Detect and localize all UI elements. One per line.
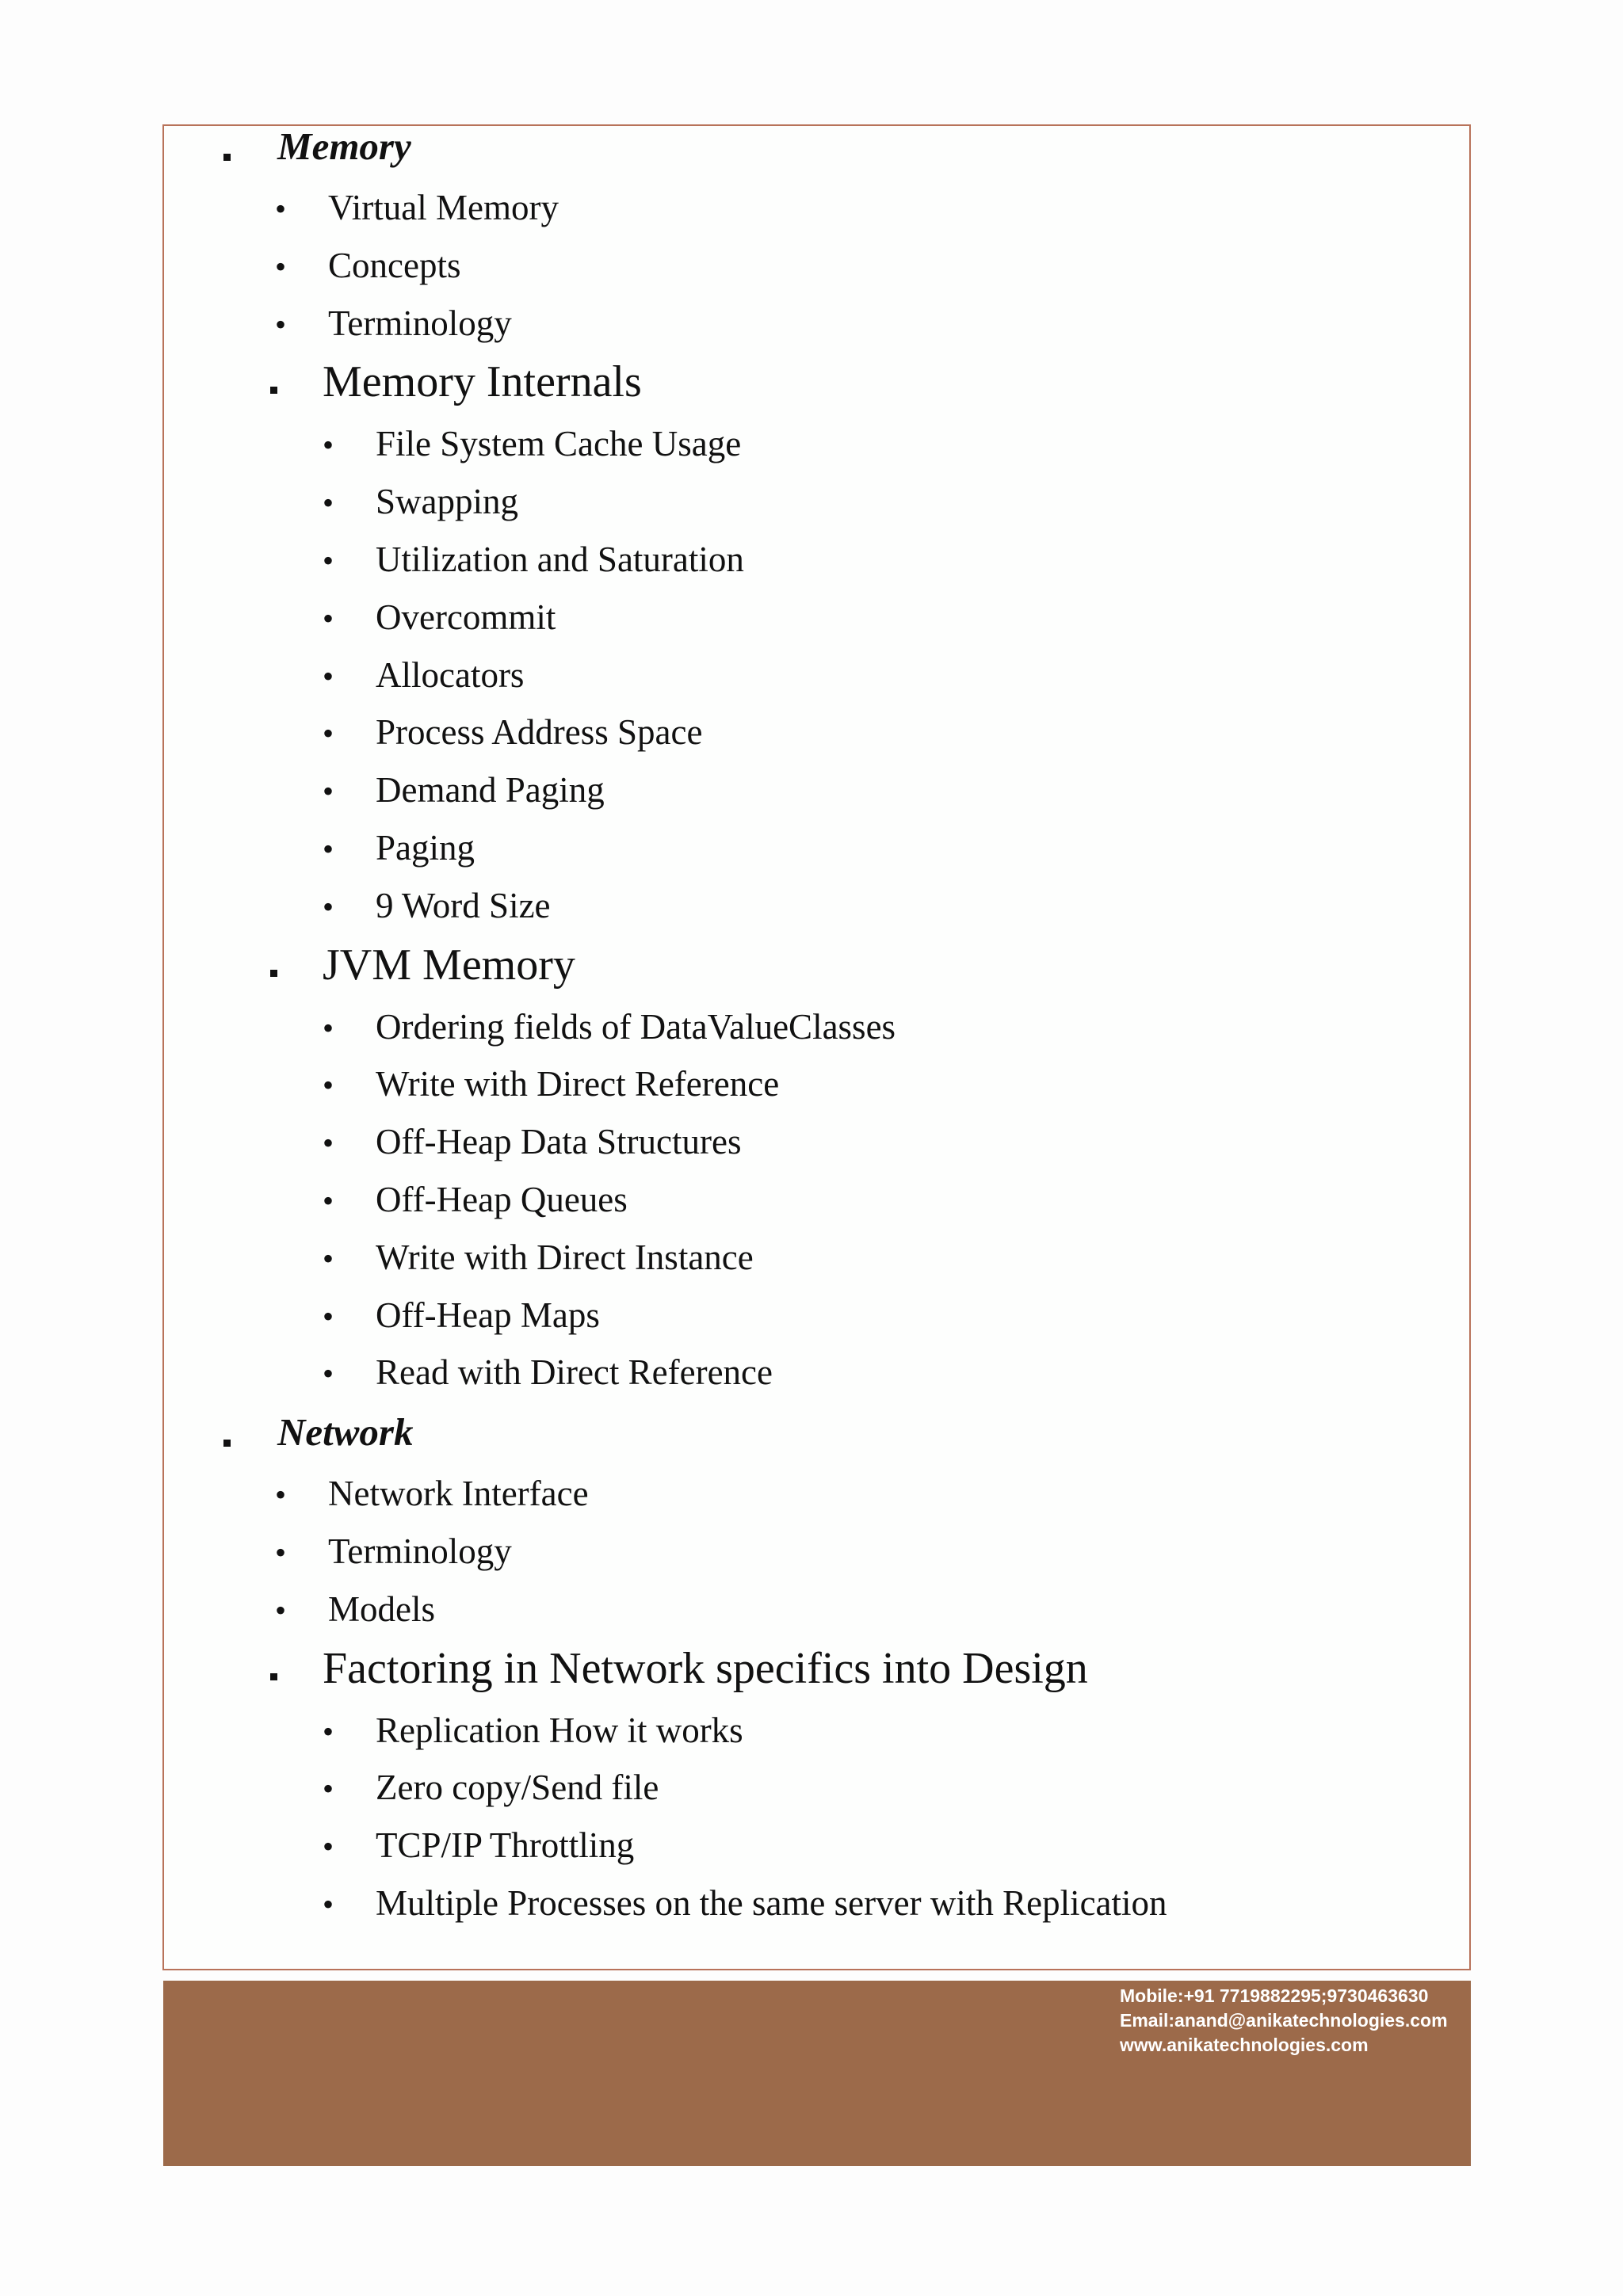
bullet-icon: • [275, 1477, 287, 1513]
contact-website: www.anikatechnologies.com [1120, 2035, 1369, 2055]
bullet-icon: • [323, 715, 334, 752]
subsection-heading: Memory Internals [323, 357, 642, 407]
bullet-icon: • [275, 191, 287, 227]
square-bullet-icon [270, 387, 277, 394]
contact-mobile: Mobile:+91 7719882295;9730463630 [1120, 1985, 1429, 2006]
list-item: Network Interface [328, 1474, 589, 1514]
bullet-icon: • [323, 1240, 334, 1276]
bullet-icon: • [323, 1771, 334, 1807]
bullet-icon: • [275, 248, 287, 284]
list-item: Off-Heap Maps [376, 1295, 600, 1335]
list-item: TCP/IP Throttling [376, 1825, 635, 1866]
list-item: Zero copy/Send file [376, 1768, 659, 1808]
bullet-icon: • [323, 831, 334, 867]
list-item: Off-Heap Queues [376, 1180, 628, 1219]
section-heading: Memory [277, 124, 411, 168]
list-item: Process Address Space [376, 712, 703, 753]
bullet-icon: • [323, 773, 334, 810]
section-heading: Network [277, 1410, 414, 1455]
list-item: Allocators [376, 654, 525, 695]
list-item: Models [328, 1589, 435, 1629]
bullet-icon: • [275, 306, 287, 342]
list-item: Virtual Memory [328, 188, 559, 227]
square-bullet-icon [223, 154, 231, 161]
bullet-icon: • [275, 1592, 287, 1628]
bullet-icon: • [323, 543, 334, 578]
bullet-icon: • [323, 1829, 334, 1865]
bullet-icon: • [275, 1535, 287, 1570]
list-item: Swapping [376, 482, 518, 522]
bullet-icon: • [323, 1067, 334, 1104]
bullet-icon: • [323, 1183, 334, 1219]
bullet-icon: • [323, 888, 334, 925]
list-item: Write with Direct Instance [376, 1237, 754, 1277]
list-item: Terminology [328, 303, 512, 343]
list-item: Write with Direct Reference [376, 1064, 780, 1104]
list-item: 9 Word Size [376, 885, 551, 925]
bullet-icon: • [323, 485, 334, 521]
list-item: Overcommit [376, 597, 556, 637]
square-bullet-icon [270, 970, 277, 977]
bullet-icon: • [323, 658, 334, 694]
bullet-icon: • [323, 1298, 334, 1334]
list-item: Utilization and Saturation [376, 540, 744, 579]
bullet-icon: • [323, 427, 334, 463]
square-bullet-icon [270, 1673, 277, 1680]
list-item: Paging [376, 828, 475, 868]
list-item: File System Cache Usage [376, 424, 742, 464]
list-item: Ordering fields of DataValueClasses [376, 1006, 896, 1047]
bullet-icon: • [323, 600, 334, 636]
list-item: Read with Direct Reference [376, 1352, 773, 1393]
bullet-icon: • [323, 1125, 334, 1161]
contact-block [1120, 1984, 1448, 2058]
bullet-icon: • [323, 1886, 334, 1922]
square-bullet-icon [223, 1440, 231, 1447]
list-item: Off-Heap Data Structures [376, 1122, 742, 1162]
subsection-heading: Factoring in Network specifics into Design [323, 1643, 1088, 1693]
bullet-icon: • [323, 1713, 334, 1749]
subsection-heading: JVM Memory [323, 940, 575, 990]
list-item: Replication How it works [376, 1710, 743, 1750]
list-item: Terminology [328, 1531, 512, 1571]
bullet-icon: • [323, 1009, 334, 1046]
list-item: Concepts [328, 245, 461, 285]
list-item: Multiple Processes on the same server with Replication [376, 1883, 1167, 1923]
contact-email: Email:anand@anikatechnologies.com [1120, 2010, 1448, 2031]
bullet-icon: • [323, 1356, 334, 1392]
list-item: Demand Paging [376, 770, 605, 810]
